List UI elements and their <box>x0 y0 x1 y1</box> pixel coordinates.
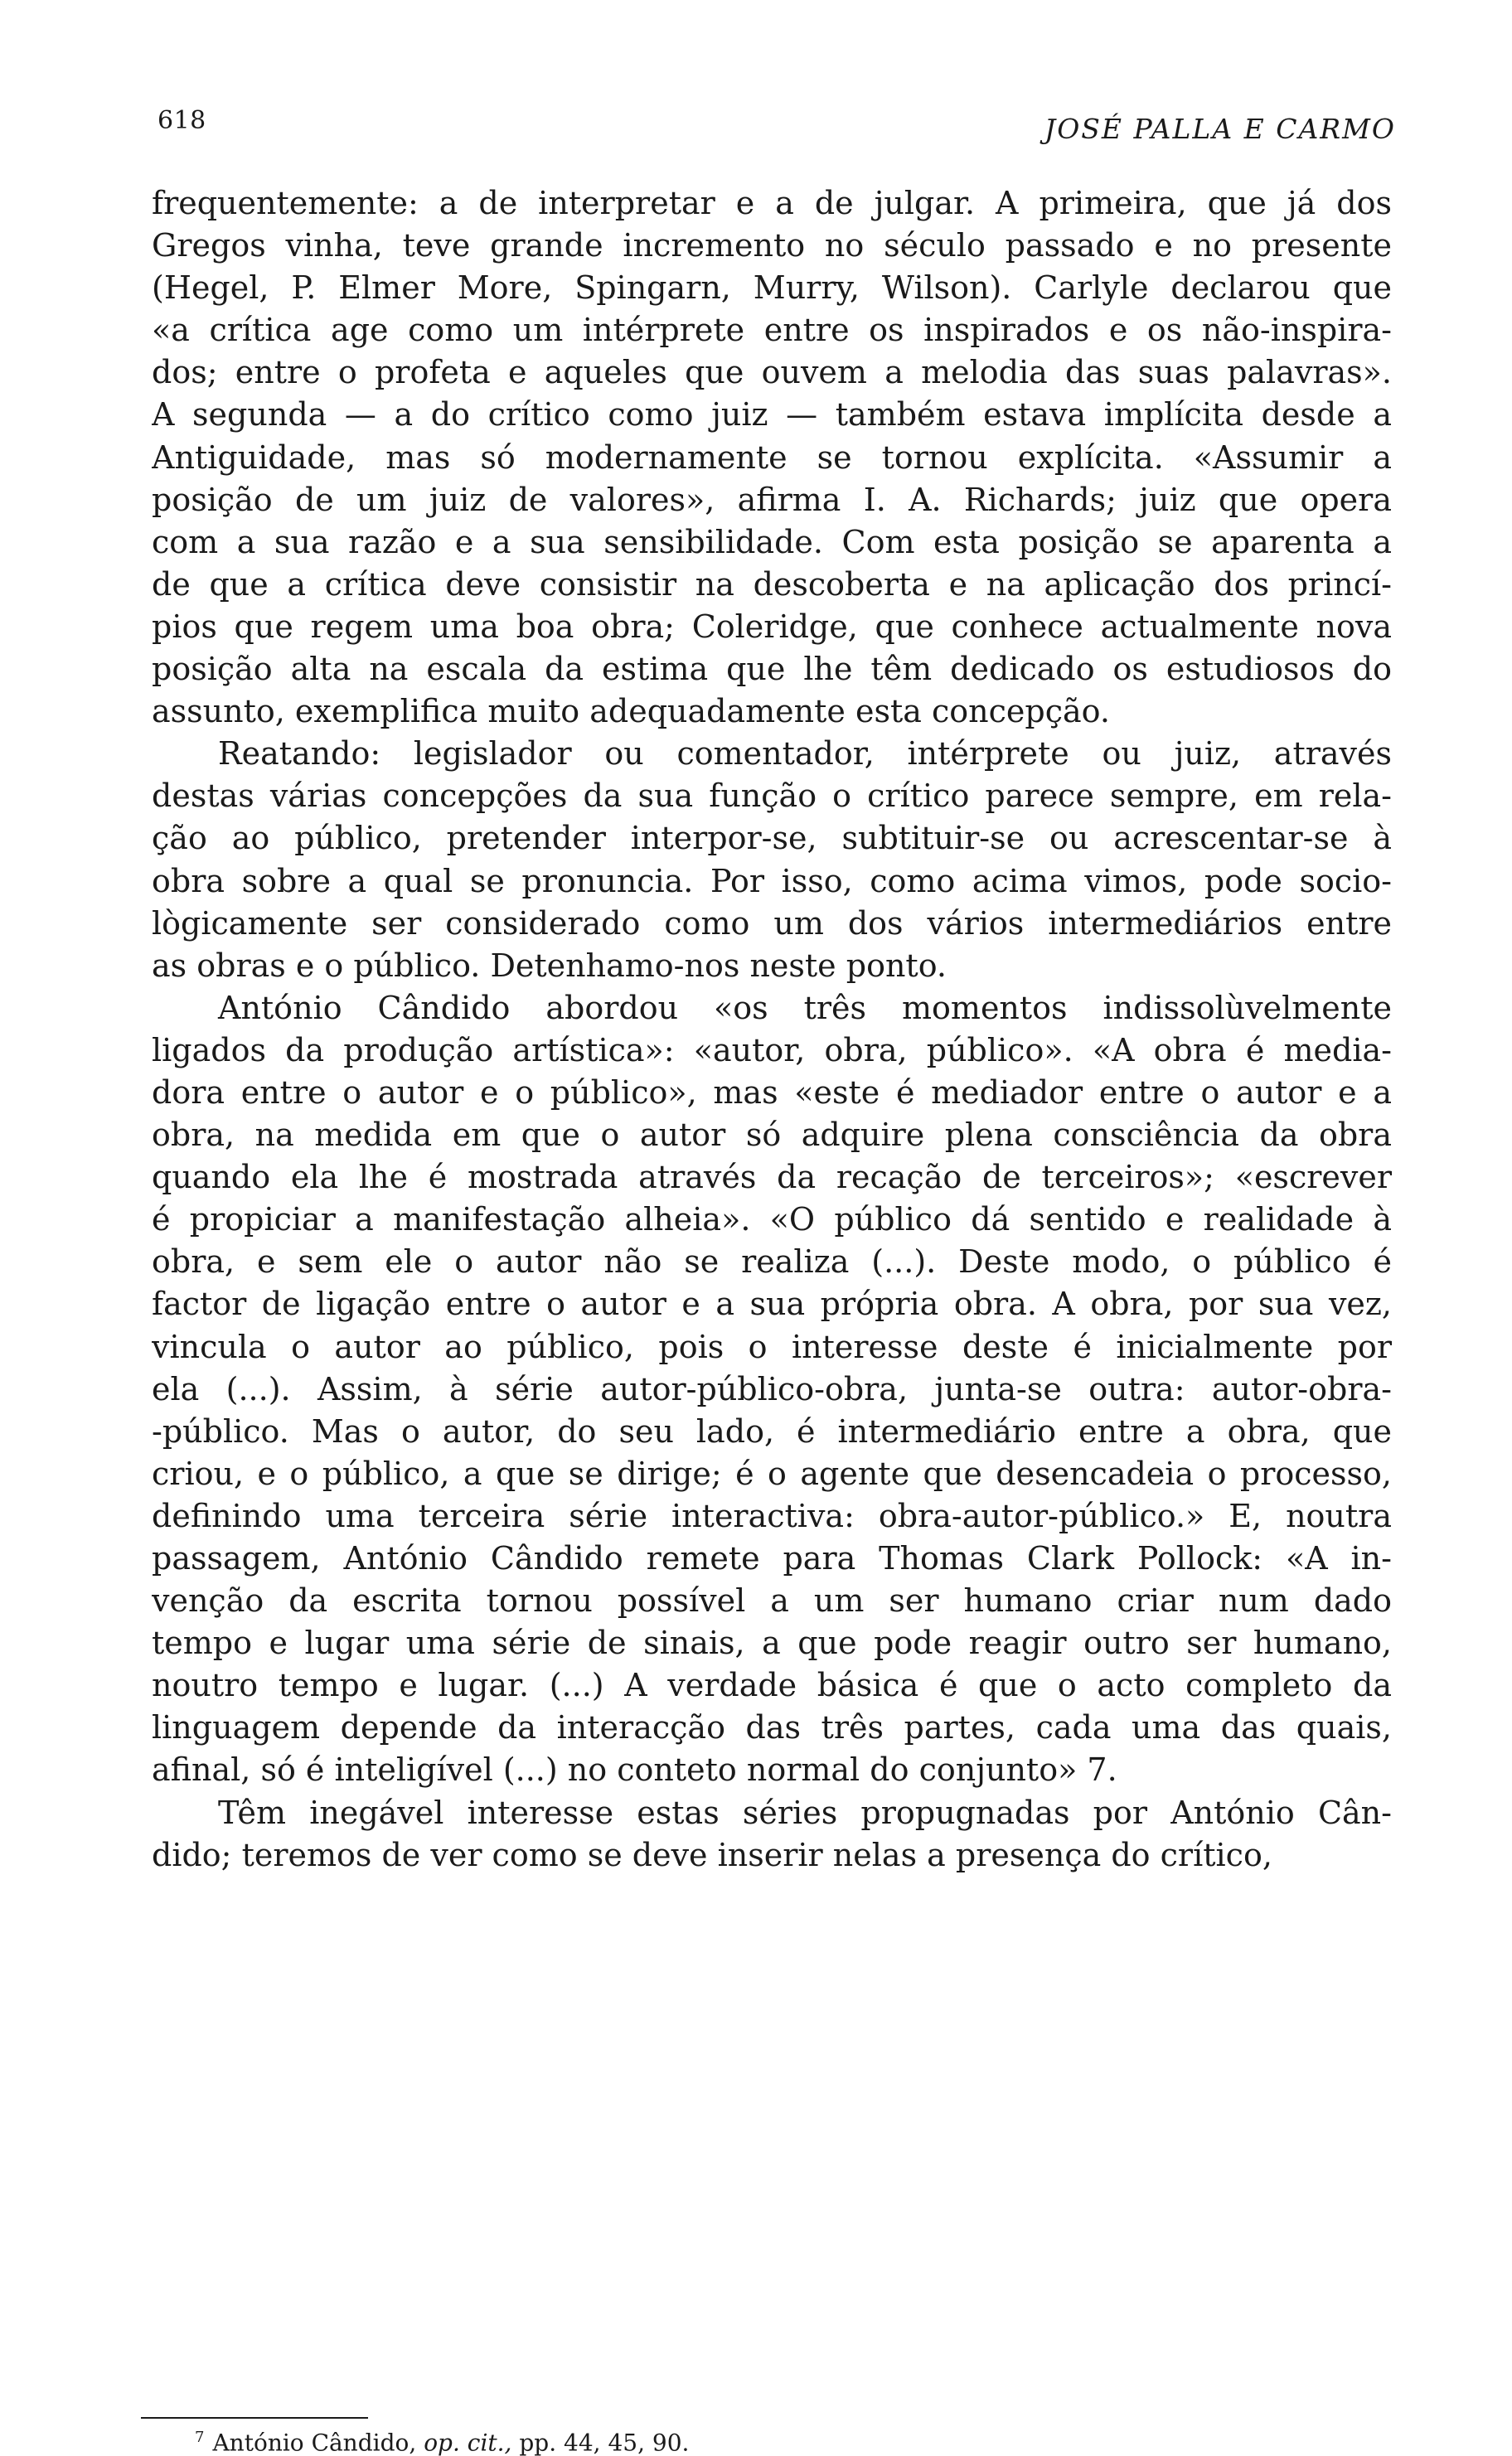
text-line: definindo uma terceira série interactiva: obra-autor-público.» E, noutra <box>152 1497 1392 1534</box>
footnote-ref: op. cit., <box>424 2429 512 2456</box>
text-line: dos; entre o profeta e aqueles que ouvem a melodia das suas palavras». <box>152 354 1392 391</box>
text-line: venção da escrita tornou possível a um ser humano criar num dado <box>152 1582 1392 1620</box>
text-line: de que a crítica deve consistir na descoberta e na aplicação dos princí- <box>152 565 1392 603</box>
text-line: lògicamente ser considerado como um dos vários intermediários entre <box>152 904 1392 942</box>
text-line: vincula o autor ao público, pois o interesse deste é inicialmente por <box>152 1328 1392 1365</box>
text-line: dido; teremos de ver como se deve inserir nelas a presença do crítico, <box>152 1836 1272 1873</box>
footnote <box>195 2429 689 2456</box>
text-line: noutro tempo e lugar. (...) A verdade básica é que o acto completo da <box>152 1667 1392 1704</box>
paragraph <box>152 1792 1392 1877</box>
text-line: António Cândido abordou «os três momentos indissolùvelmente <box>218 989 1392 1026</box>
footnote-rule <box>141 2417 368 2419</box>
page-number: 618 <box>158 106 206 135</box>
body-text <box>152 182 1392 1877</box>
text-line: destas várias concepções da sua função o crítico parece sempre, em rela- <box>152 777 1392 815</box>
text-line: criou, e o público, a que se dirige; é o agente que desencadeia o processo, <box>152 1455 1392 1492</box>
paragraph <box>152 987 1392 1792</box>
text-line: ela (...). Assim, à série autor-público-obra, junta-se outra: autor-obra- <box>152 1370 1392 1407</box>
paragraph <box>152 182 1392 733</box>
running-head: JOSÉ PALLA E CARMO <box>1044 113 1396 145</box>
text-line: -público. Mas o autor, do seu lado, é intermediário entre a obra, que <box>152 1412 1392 1450</box>
footnote-pages: pp. 44, 45, 90. <box>519 2429 690 2456</box>
text-line: dora entre o autor e o público», mas «este é mediador entre o autor e a <box>152 1073 1392 1111</box>
text-line: Têm inegável interesse estas séries propugnadas por António Cân- <box>218 1794 1392 1831</box>
text-line: obra, e sem ele o autor não se realiza (...). Deste modo, o público é <box>152 1243 1392 1281</box>
text-line: ligados da produção artística»: «autor, obra, público». «A obra é media- <box>152 1031 1392 1068</box>
text-line: frequentemente: a de interpretar e a de julgar. A primeira, que já dos <box>152 185 1392 221</box>
text-line: Antiguidade, mas só modernamente se tornou explícita. «Assumir a <box>152 438 1392 476</box>
footnote-marker: 7 <box>195 2429 205 2446</box>
text-line: obra sobre a qual se pronuncia. Por isso, como acima vimos, pode socio- <box>152 862 1392 899</box>
text-line: é propiciar a manifestação alheia». «O público dá sentido e realidade à <box>152 1201 1392 1238</box>
text-line: afinal, só é inteligível (...) no conteto normal do conjunto» 7. <box>152 1751 1117 1789</box>
paragraph <box>152 733 1392 987</box>
text-line: as obras e o público. Detenhamo-nos neste ponto. <box>152 947 947 984</box>
text-line: (Hegel, P. Elmer More, Spingarn, Murry, Wilson). Carlyle declarou que <box>152 269 1392 307</box>
text-line: «a crítica age como um intérprete entre os inspirados e os não-inspira- <box>152 312 1392 349</box>
text-line: ção ao público, pretender interpor-se, subtituir-se ou acrescentar-se à <box>152 820 1392 857</box>
text-line: posição alta na escala da estima que lhe têm dedicado os estudiosos do <box>152 651 1392 688</box>
text-line: tempo e lugar uma série de sinais, a que pode reagir outro ser humano, <box>152 1625 1392 1662</box>
page-header <box>158 106 1396 156</box>
text-line: obra, na medida em que o autor só adquire plena consciência da obra <box>152 1117 1392 1154</box>
text-line: linguagem depende da interacção das três partes, cada uma das quais, <box>152 1709 1392 1746</box>
text-line: Reatando: legislador ou comentador, intérprete ou juiz, através <box>218 735 1392 773</box>
text-line: com a sua razão e a sua sensibilidade. Com esta posição se aparenta a <box>152 523 1392 560</box>
text-line: factor de ligação entre o autor e a sua própria obra. A obra, por sua vez, <box>152 1286 1392 1323</box>
text-line: posição de um juiz de valores», afirma I. A. Richards; juiz que opera <box>152 481 1392 518</box>
text-line: pios que regem uma boa obra; Coleridge, que conhece actualmente nova <box>152 608 1392 645</box>
text-line: quando ela lhe é mostrada através da recação de terceiros»; «escrever <box>152 1159 1392 1196</box>
text-line: passagem, António Cândido remete para Thomas Clark Pollock: «A in- <box>152 1540 1392 1577</box>
text-line: A segunda — a do crítico como juiz — também estava implícita desde a <box>152 396 1392 434</box>
text-line: Gregos vinha, teve grande incremento no século passado e no presente <box>152 227 1392 264</box>
text-line: assunto, exemplifica muito adequadamente esta concepção. <box>152 693 1110 730</box>
footnote-author: António Cândido, <box>212 2429 417 2456</box>
